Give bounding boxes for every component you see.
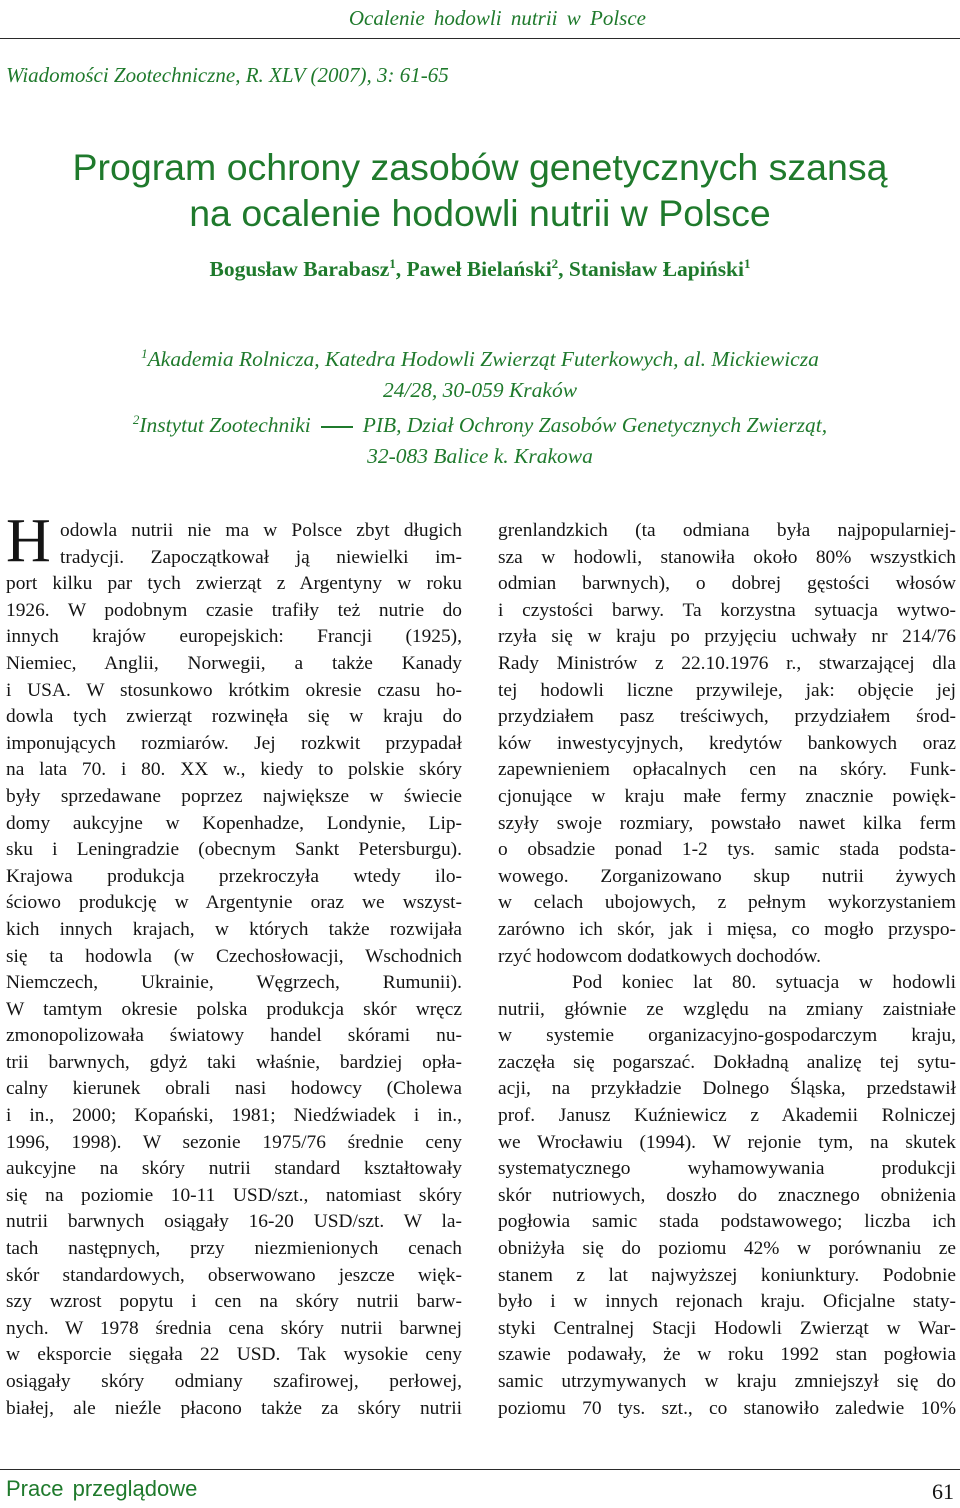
text-line: rzyć hodowcom dodatkowych dochodów. [498, 945, 821, 967]
text-line: poziomu 70 tys. szt., co stanowiło zaledwie 10% [498, 1397, 956, 1419]
text-line: 1996, 1998). W sezonie 1975/76 średnie ceny [6, 1131, 462, 1153]
text-line: obniżyła się do poziomu 42% w porównaniu ze [498, 1238, 956, 1260]
title-line-1: Program ochrony zasobów genetycznych szansą [72, 146, 888, 188]
text-line: zarówno ich skór, jak i mięsa, co mogło przyspo- [498, 918, 956, 940]
affiliations [0, 339, 960, 471]
article-title [0, 144, 960, 236]
text-line: aukcyjne na skóry nutrii standard kształtowały [6, 1158, 462, 1180]
text-line: prof. Janusz Kuźniewicz z Akademii Rolniczej [498, 1105, 956, 1127]
text-line: we Wrocławiu (1994). W rejonie tym, na skutek [498, 1131, 956, 1153]
text-line: nutrii, głównie ze względu na zmiany zaistniałe [498, 998, 956, 1020]
affiliation-2-line-2: 32-083 Balice k. Krakowa [367, 443, 593, 468]
text-line: ków inwestycyjnych, kredytów bankowych oraz [498, 732, 956, 754]
text-line: przydziałem pasz treściwych, przydziałem środ- [498, 706, 956, 728]
text-line: imponujących rozmiarów. Jej rozkwit przypadał [6, 732, 462, 754]
text-line: Rady Ministrów z 22.10.1976 r., stwarzającej dla [498, 652, 956, 674]
author-2-affil: 2 [551, 256, 559, 271]
text-line: były sprzedawane poprzez największe w świecie [6, 785, 462, 807]
text-line: zaczęła się pogarszać. Dokładną analizę tej sytu- [498, 1051, 956, 1073]
text-line: nych. W 1978 średnia cena skóry nutrii barwnej [6, 1317, 462, 1339]
text-line: skór nutriowych, doszło do znacznego obniżenia [498, 1184, 956, 1206]
text-line: się ta hodowla (w Czechosłowacji, Wschodnich [6, 945, 462, 967]
text-line: było i w innych rejonach kraju. Oficjalne staty- [498, 1291, 956, 1313]
header-rule [0, 38, 960, 39]
author-1-affil: 1 [389, 256, 396, 271]
author-3: Stanisław Łapiński [568, 257, 744, 282]
text-line: białej, ale nieźle płacono także za skóry nutrii [6, 1397, 462, 1419]
footer-rule [0, 1469, 960, 1470]
text-line: 1926. W podobnym czasie trafiły też nutrie do [6, 599, 462, 621]
title-line-2: na ocalenie hodowli nutrii w Polsce [189, 192, 771, 234]
text-line: szy wzrost popytu i cen na skóry nutrii barw- [6, 1291, 462, 1313]
body-column-right [498, 518, 956, 1422]
author-2: Paweł Bielański [406, 257, 552, 282]
text-line: zapewnieniem opłacalnych cen na skóry. Funk- [498, 759, 956, 781]
text-line: systematycznego wyhamowywania produkcji [498, 1158, 956, 1180]
author-1: Bogusław Barabasz [209, 257, 390, 282]
journal-citation: Wiadomości Zootechniczne, R. XLV (2007), 3: 61-65 [6, 63, 449, 87]
text-line: innych krajów europejskich: Francji (1925), [6, 626, 462, 648]
text-line: szawie podawały, że w roku 1992 stan pogłowia [498, 1344, 956, 1366]
text-line: zmonopolizowała światowy handel skórami nu- [6, 1025, 462, 1047]
text-line: Niemiec, Anglii, Norwegii, a także Kanady [6, 652, 462, 674]
text-line: Krajowa produkcja przekroczyła wtedy ilo- [6, 865, 462, 887]
text-line: i USA. W stosunkowo krótkim okresie czasu ho- [6, 679, 462, 701]
text-line: się na poziomie 10-11 USD/szt., natomiast skóry [6, 1184, 462, 1206]
text-line: ściowo produkcję w Argentynie oraz we wszyst- [6, 892, 462, 914]
affiliation-1-line-1: $^1$Akademia Rolnicza, Katedra Hodowli Zwierząt Futerkowych, al. Mickiewicza [141, 346, 819, 372]
text-line: acji, na przykładzie Dolnego Śląska, przedstawił [498, 1078, 956, 1100]
text-line: kich innych krajach, w których także rozwijała [6, 918, 462, 940]
text-line: grenlandzkich (ta odmiana była najpopularniej- [498, 520, 956, 541]
text-line: rzyła się w kraju po przyjęciu uchwały nr 214/76 [498, 626, 956, 648]
text-line: skór standardowych, obserwowano jeszcze więk- [6, 1264, 462, 1286]
running-head: Ocalenie hodowli nutrii w Polsce [348, 6, 646, 30]
body-column-left [6, 518, 462, 1422]
text-line: szyły swoje rozmiary, powstało nawet kilka ferm [498, 812, 956, 834]
text-line: i in., 2000; Kopański, 1981; Niedźwiadek i in., [6, 1105, 462, 1127]
text-line: cjonujące w kraju małe fermy znacznie powięk- [498, 785, 956, 807]
text-line: port kilku par tych zwierząt z Argentyny w roku [6, 573, 462, 595]
text-line: dowla tych zwierząt rozwinęła się w kraju do [6, 706, 462, 728]
text-line: w systemie organizacyjno-gospodarczym kraju, [498, 1025, 956, 1047]
section-label: Prace przeglądowe [6, 1476, 198, 1501]
author-list: Bogusław Barabasz$^1$, Paweł Bielański$^2$, Stanisław Łapiński$^1$ [209, 256, 751, 282]
text-line: samic utrzymywanych w kraju zmniejszył się do [498, 1371, 956, 1392]
text-line: i czystości barwy. Ta korzystna sytuacja wytwo- [498, 599, 956, 621]
text-line: domy aukcyjne w Kopenhadze, Londynie, Lip- [6, 812, 462, 834]
text-line: tradycji. Zapoczątkował ją niewielki im- [60, 546, 462, 568]
text-line: wowego. Zorganizowano skup nutrii żywych [498, 865, 956, 887]
text-line: W tamtym okresie polska produkcja skór wręcz [6, 998, 462, 1020]
text-line: calny kierunek obrali nasi hodowcy (Cholewa [6, 1078, 462, 1100]
text-line: styki Centralnej Stacji Hodowli Zwierząt w War- [498, 1317, 956, 1339]
text-line: odmian barwnych), o dobrej gęstości włosów [498, 573, 956, 595]
page-number: 61 [932, 1479, 954, 1504]
text-line: Pod koniec lat 80. sytuacja w hodowli [572, 972, 956, 994]
em-dash [321, 426, 353, 428]
text-line: trii barwnych, gdyż taki właśnie, bardziej opła- [6, 1051, 462, 1073]
text-line: o obsadzie ponad 1-2 tys. samic stada podsta- [498, 839, 956, 861]
drop-cap: H [6, 507, 51, 575]
text-line: w celach ubojowych, z pełnym wykorzystaniem [498, 892, 956, 914]
text-line: sza w hodowli, stanowiła około 80% wszystkich [498, 546, 956, 568]
affiliation-1-line-2: 24/28, 30-059 Kraków [382, 377, 578, 402]
text-line: na lata 70. i 80. XX w., kiedy to polskie skóry [6, 759, 462, 781]
text-line: sku i Leningradzie (obecnym Sankt Petersburgu). [6, 839, 462, 861]
affiliation-2-line-1: $^2$Instytut Zootechniki PIB, Dział Ochrony Zasobów Genetycznych Zwierząt, [132, 412, 828, 438]
text-line: nutrii barwnych osiągały 16-20 USD/szt. W la- [6, 1211, 462, 1233]
text-line: odowla nutrii nie ma w Polsce zbyt długich [60, 520, 462, 541]
text-line: osiągały skóry odmiany szafirowej, perłowej, [6, 1371, 462, 1392]
text-line: Niemczech, Ukrainie, Węgrzech, Rumunii). [6, 972, 462, 994]
text-line: tej hodowli liczne przywileje, jak: objęcie jej [498, 679, 956, 701]
author-3-affil: 1 [744, 256, 751, 271]
text-line: pogłowia samic stada podstawowego; liczba ich [498, 1211, 956, 1233]
text-line: tach następnych, przy niezmienionych cenach [6, 1238, 462, 1260]
text-line: w eksporcie sięgała 22 USD. Tak wysokie ceny [6, 1344, 462, 1366]
text-line: stanem z lat najwyższej koniunktury. Podobnie [498, 1264, 956, 1286]
